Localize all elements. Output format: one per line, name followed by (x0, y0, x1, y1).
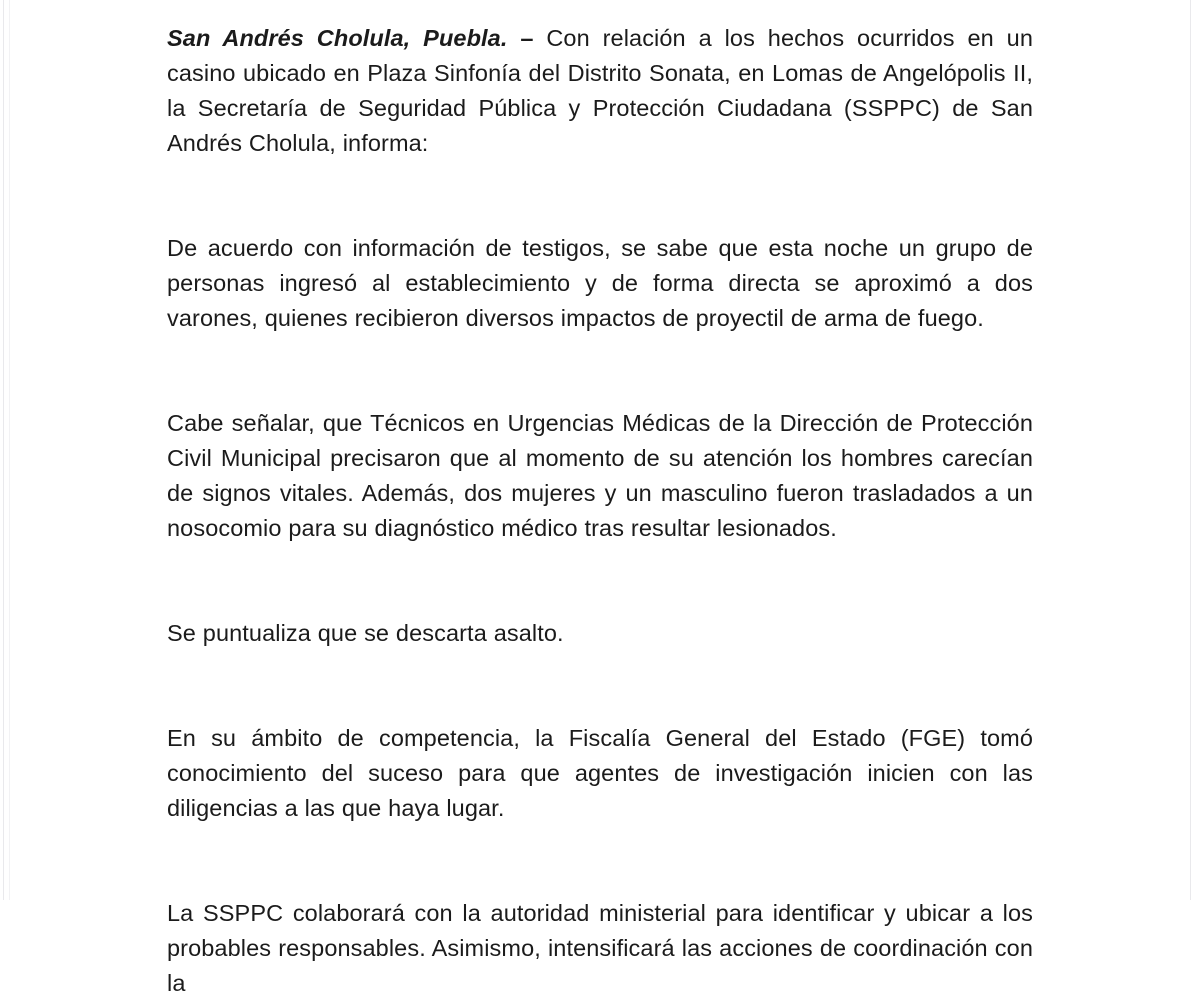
paragraph-intro (167, 21, 1033, 161)
paragraph-witness-account: De acuerdo con información de testigos, se sabe que esta noche un grupo de personas ingresó al establecimiento y de forma directa se aproximó a dos varones, quienes recibieron diversos impactos de proyectil de arma de fuego. (167, 235, 1033, 331)
document-body (167, 0, 1033, 996)
paragraph-prosecutor-office: En su ámbito de competencia, la Fiscalía General del Estado (FGE) tomó conocimiento del suceso para que agentes de investigación inicien con las diligencias a las que haya lugar. (167, 725, 1033, 821)
paragraph-robbery-ruled-out: Se puntualiza que se descarta asalto. (167, 620, 564, 646)
dateline-dash: – (507, 25, 547, 51)
page-edge-right-outer (1190, 0, 1191, 900)
paragraph-medical-response: Cabe señalar, que Técnicos en Urgencias Médicas de la Dirección de Protección Civil Municipal precisaron que al momento de su atención los hombres carecían de signos vitales. Además, dos mujeres y un masculino fueron trasladados a un nosocomio para su diagnóstico médico tras resultar lesionados. (167, 410, 1033, 541)
page-edge-left-outer (3, 0, 4, 900)
page-edge-left-inner (9, 0, 10, 900)
dateline-lead-in: San Andrés Cholula, Puebla. (167, 25, 508, 51)
paragraph-collaboration: La SSPPC colaborará con la autoridad ministerial para identificar y ubicar a los probables responsables. Asimismo, intensificará las acciones de coordinación con la (167, 900, 1033, 996)
paragraph-intro-text: Con relación a los hechos ocurridos en un casino ubicado en Plaza Sinfonía del Distrito Sonata, en Lomas de Angelópolis II, la Secretaría de Seguridad Pública y Protección Ciudadana (SSPPC) de San Andrés Cholula, informa: (167, 25, 1033, 156)
